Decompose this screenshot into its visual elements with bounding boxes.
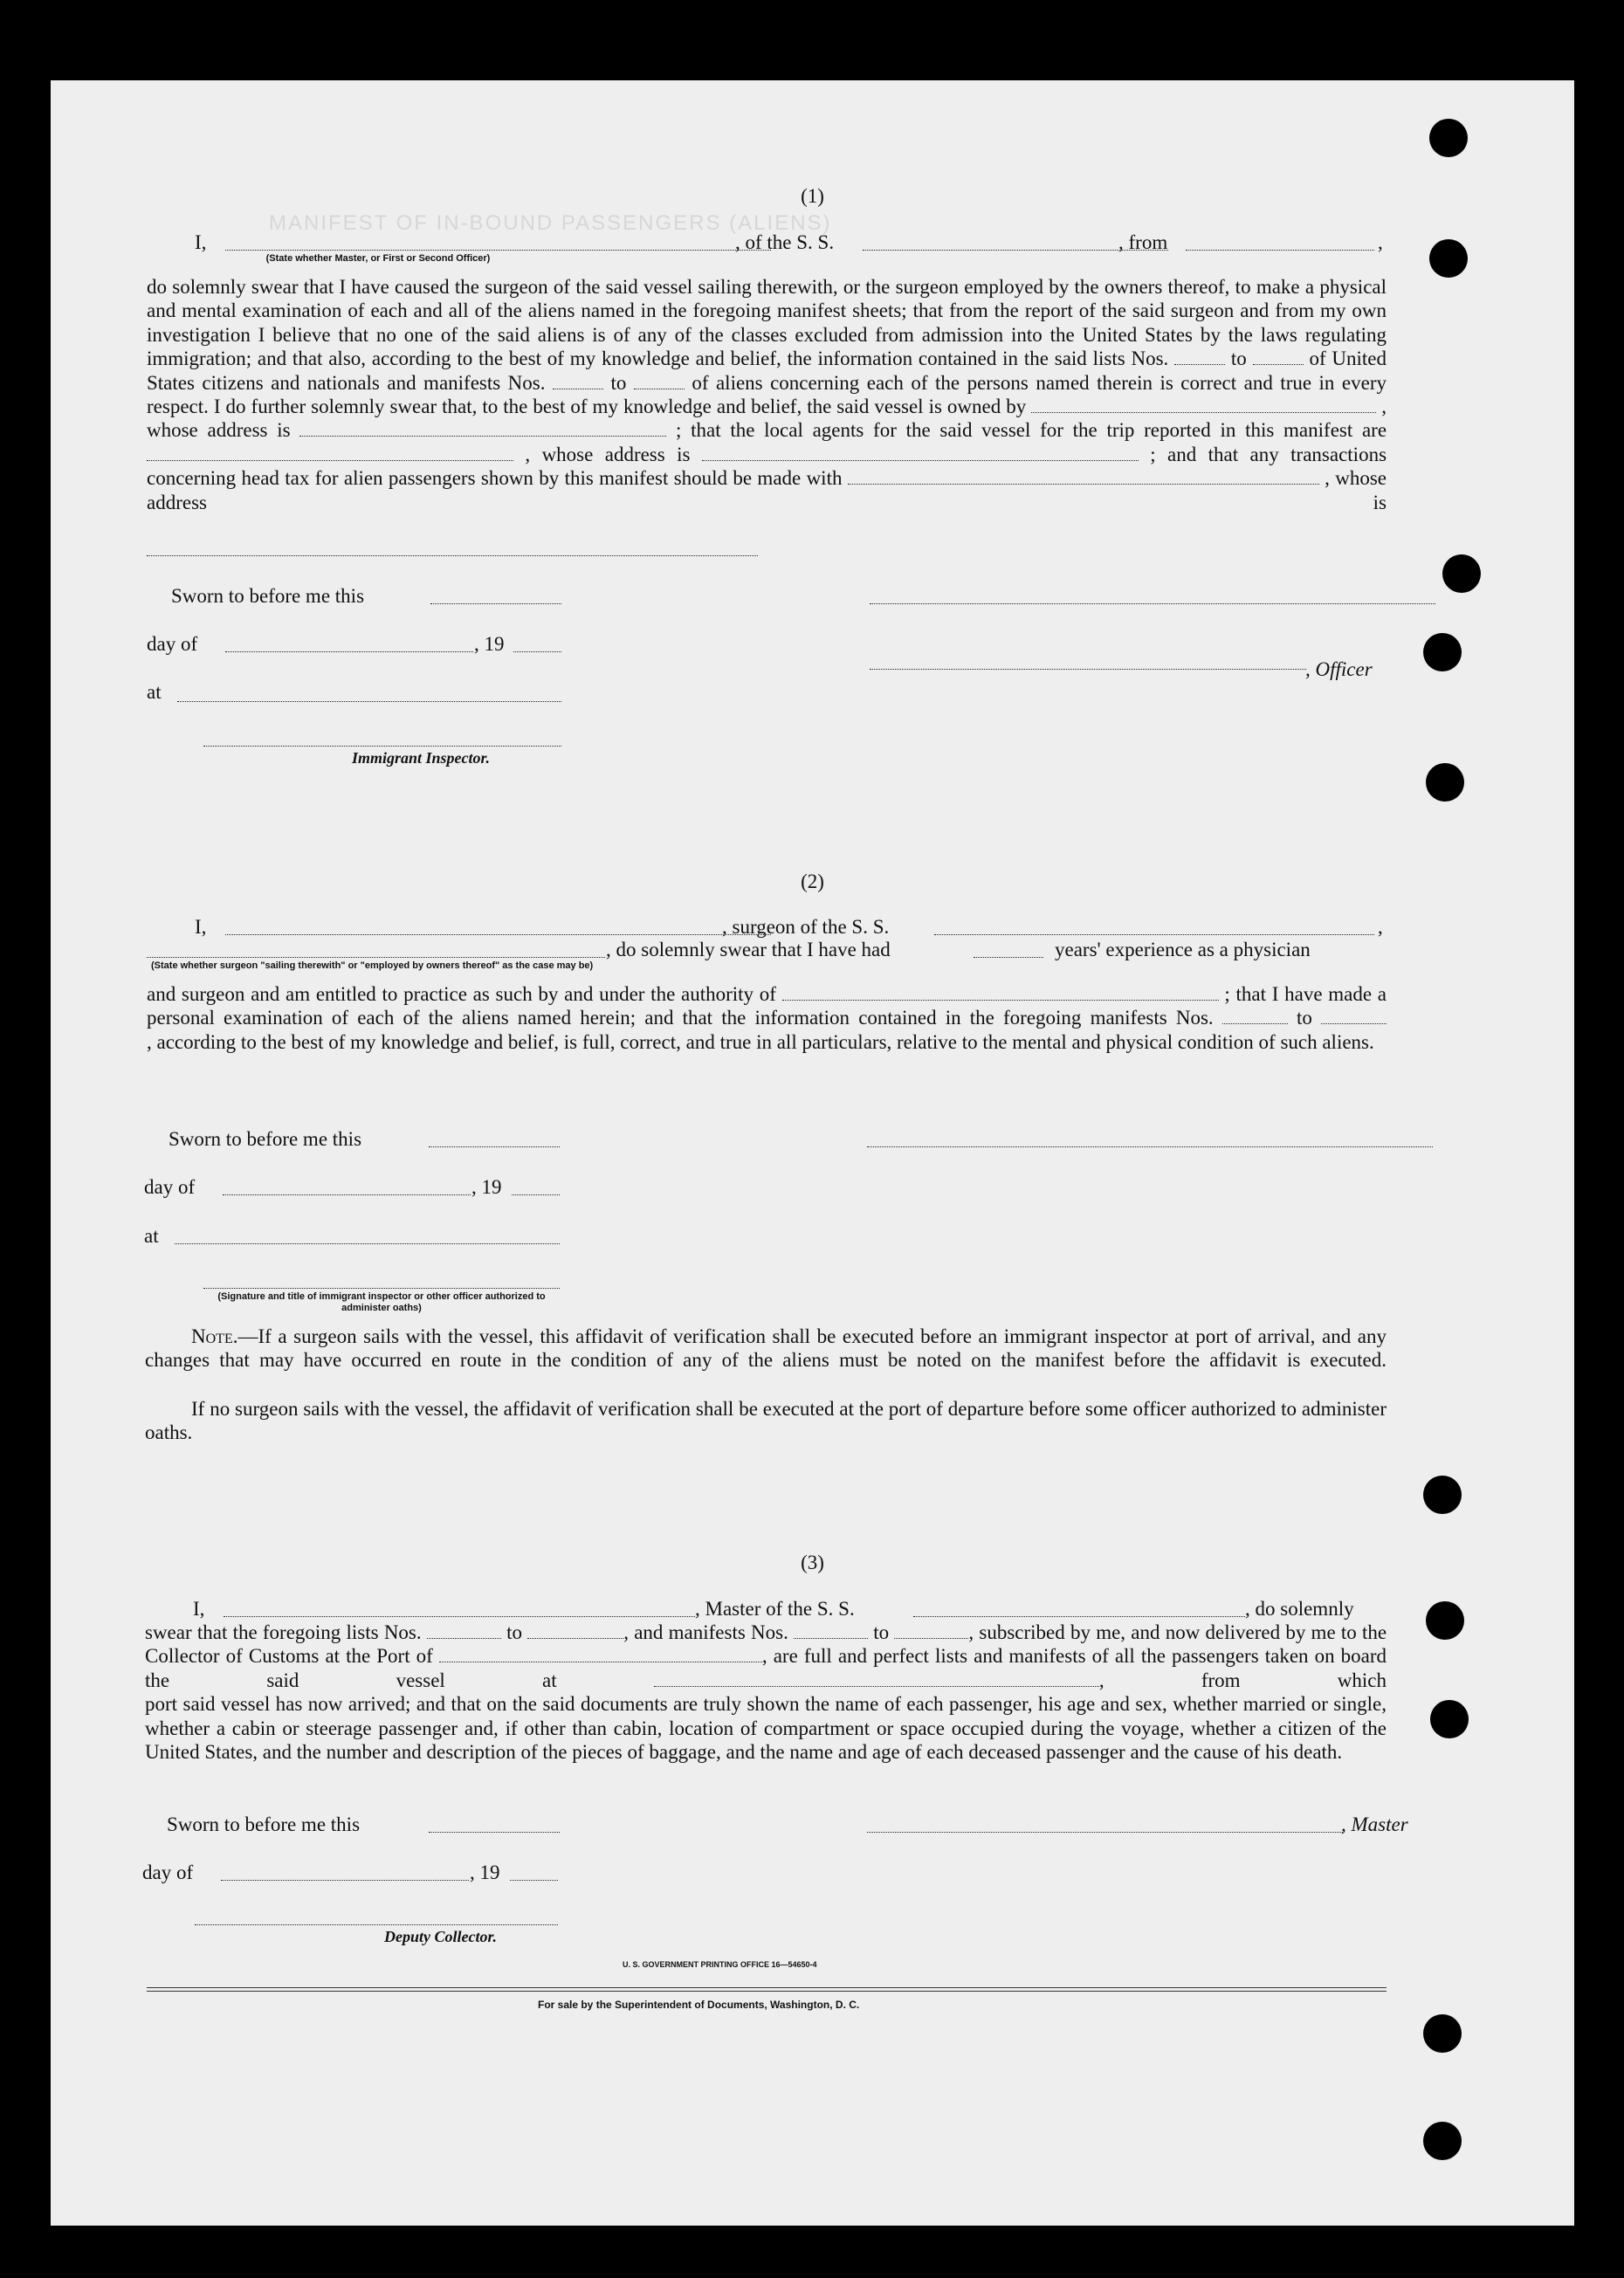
text: day of [142, 1862, 194, 1883]
oath-paragraph: do solemnly swear that I have caused the surgeon of the said vessel sailing therewith, or the surgeon employed by the owners thereof, to make a physical and mental examination of each and all of the aliens named in the foregoing manifest sheets; that from the report of the said surgeon and from my own investigation I believe that no one of the said aliens is of any of the classes excluded from admission into the United States by the laws regulating immigration; and that also, according to the best of my knowledge and belief, the information contained in the said lists Nos. to of United States citizens and nationals and manifests Nos. to of aliens concerning each of the persons named therein is correct and true in every respect. I do further solemnly swear that, to the best of my knowledge and belief, the said vessel is owned by , whose address is ; that the local agents for the said vessel for the trip reported in this manifest are , whose address is ; and that any transactions concerning head tax for alien passengers shown by this manifest should be made with , whose address is [147, 276, 1387, 513]
field-note: (State whether surgeon "sailing therewith" or "employed by owners thereof" as the case may be) [151, 960, 594, 971]
text: day of [147, 633, 198, 655]
text: , [1378, 231, 1383, 253]
blank-field[interactable] [429, 1832, 560, 1833]
blank-field[interactable] [225, 250, 771, 251]
punch-hole [1423, 633, 1462, 671]
blank-field[interactable] [1253, 348, 1304, 365]
text: Sworn to before me this [171, 585, 365, 607]
blank-field[interactable] [794, 1622, 868, 1639]
text: , 19 [471, 1176, 502, 1198]
oath-paragraph: and surgeon and am entitled to practice as such by and under the authority of ; that I have made a personal examination of each of the aliens named herein; and that the information contained in the foregoing manifests Nos. to , according to the best of my knowledge and belief, is full, correct, and true in all particulars, relative to the mental and physical condition of such aliens. [147, 983, 1387, 1053]
text: , do solemnly swear that I have had [606, 939, 891, 960]
blank-field[interactable] [974, 957, 1043, 958]
text: I, [195, 231, 207, 253]
blank-field[interactable] [147, 555, 758, 556]
punch-hole [1423, 1476, 1462, 1514]
signature-line[interactable] [870, 603, 1435, 604]
blank-field[interactable] [177, 701, 561, 702]
divider [147, 1987, 1387, 1988]
blank-field[interactable] [894, 1622, 968, 1639]
section-number: (2) [801, 871, 824, 892]
blank-field[interactable] [147, 444, 513, 461]
blank-field[interactable] [702, 444, 1139, 461]
blank-field[interactable] [225, 651, 473, 652]
blank-field[interactable] [1321, 1008, 1387, 1024]
sale-notice: For sale by the Superintendent of Documents, Washington, D. C. [538, 1999, 860, 2011]
blank-field[interactable] [782, 984, 1219, 1001]
blank-field[interactable] [147, 957, 605, 958]
printer-imprint: U. S. GOVERNMENT PRINTING OFFICE 16—54650-4 [623, 1960, 817, 1969]
blank-field[interactable] [527, 1622, 623, 1639]
signature-line[interactable] [870, 669, 1306, 670]
text: , 19 [470, 1862, 500, 1883]
note-paragraph: If no surgeon sails with the vessel, the affidavit of verification shall be executed at the port of departure before some officer authorized to administer oaths. [145, 1398, 1387, 1444]
section-number: (3) [801, 1552, 824, 1573]
signature-line[interactable] [867, 1146, 1433, 1147]
text: at [147, 681, 162, 703]
blank-field[interactable] [634, 373, 685, 389]
text: day of [144, 1176, 196, 1198]
blank-field[interactable] [848, 468, 1319, 485]
punch-hole [1423, 2014, 1462, 2053]
blank-field[interactable] [553, 373, 603, 389]
section-number: (1) [801, 185, 824, 207]
field-note: (State whether Master, or First or Second Officer) [265, 253, 491, 264]
text: , surgeon of the S. S. [722, 916, 890, 938]
text: Sworn to before me this [169, 1128, 362, 1150]
blank-field[interactable] [512, 1194, 560, 1195]
signature-line[interactable] [195, 1924, 558, 1925]
text: years' experience as a physician [1055, 939, 1311, 960]
signature-line[interactable] [867, 1832, 1343, 1833]
text: , from [1118, 231, 1168, 253]
text: at [144, 1225, 159, 1247]
signature-line[interactable] [203, 746, 561, 747]
text: , Master of the S. S. [695, 1598, 855, 1620]
blank-field[interactable] [225, 934, 771, 935]
oath-paragraph: swear that the foregoing lists Nos. to , and manifests Nos. to , subscribed by me, and now delivered by me to the Collector of Customs at the Port of , are full and perfect lists and manifests of all the passengers taken on board the said vessel at , from which port said vessel has now arrived; and that on the said documents are truly shown the name of each passenger, his age and sex, whether married or single, whether a cabin or steerage passenger and, if other than cabin, location of compartment or space occupied during the voyage, whether a citizen of the United States, and the number and description of the pieces of baggage, and the name and age of each deceased passenger and the cause of his death. [145, 1621, 1387, 1764]
blank-field[interactable] [430, 603, 561, 604]
blank-field[interactable] [1222, 1008, 1288, 1024]
divider [147, 1991, 1387, 1992]
text: I, [193, 1598, 205, 1620]
blank-field[interactable] [513, 651, 561, 652]
text: , Officer [1305, 658, 1373, 680]
blank-field[interactable] [427, 1622, 501, 1639]
text: I, [195, 916, 207, 938]
punch-hole [1423, 2122, 1462, 2160]
blank-field[interactable] [654, 1670, 1099, 1687]
text: , do solemnly [1245, 1598, 1354, 1620]
text: Deputy Collector. [384, 1928, 497, 1945]
blank-field[interactable] [510, 1880, 558, 1881]
blank-field[interactable] [175, 1243, 560, 1244]
blank-field[interactable] [1186, 250, 1374, 251]
blank-field[interactable] [913, 1616, 1245, 1617]
faint-header: MANIFEST OF IN-BOUND PASSENGERS (ALIENS) [269, 211, 832, 235]
blank-field[interactable] [223, 1194, 471, 1195]
signature-line[interactable] [203, 1288, 560, 1289]
note-paragraph: Note.—If a surgeon sails with the vessel, this affidavit of verification shall be executed before an immigrant inspector at port of arrival, and any changes that may have occurred en route in the condition of any of the aliens must be noted on the manifest before the affidavit is executed. [145, 1325, 1387, 1372]
punch-hole [1429, 119, 1468, 157]
blank-field[interactable] [1031, 396, 1376, 413]
blank-field[interactable] [224, 1616, 695, 1617]
punch-hole [1442, 554, 1481, 593]
text: , [1378, 916, 1383, 938]
blank-field[interactable] [299, 420, 666, 437]
punch-hole [1430, 1700, 1469, 1738]
punch-hole [1426, 763, 1464, 802]
punch-hole [1426, 1601, 1464, 1640]
form-page [51, 80, 1574, 2226]
text: , of the S. S. [735, 231, 835, 253]
text: , Master [1341, 1813, 1408, 1835]
blank-field[interactable] [429, 1146, 560, 1147]
punch-hole [1429, 239, 1468, 278]
field-note: (Signature and title of immigrant inspector or other officer authorized to administer oaths) [217, 1291, 546, 1313]
blank-field[interactable] [221, 1880, 469, 1881]
blank-field[interactable] [934, 934, 1374, 935]
text: Sworn to before me this [167, 1813, 361, 1835]
text: Immigrant Inspector. [352, 749, 491, 767]
text: , 19 [474, 633, 505, 655]
blank-field[interactable] [1174, 348, 1225, 365]
blank-field[interactable] [439, 1646, 762, 1662]
